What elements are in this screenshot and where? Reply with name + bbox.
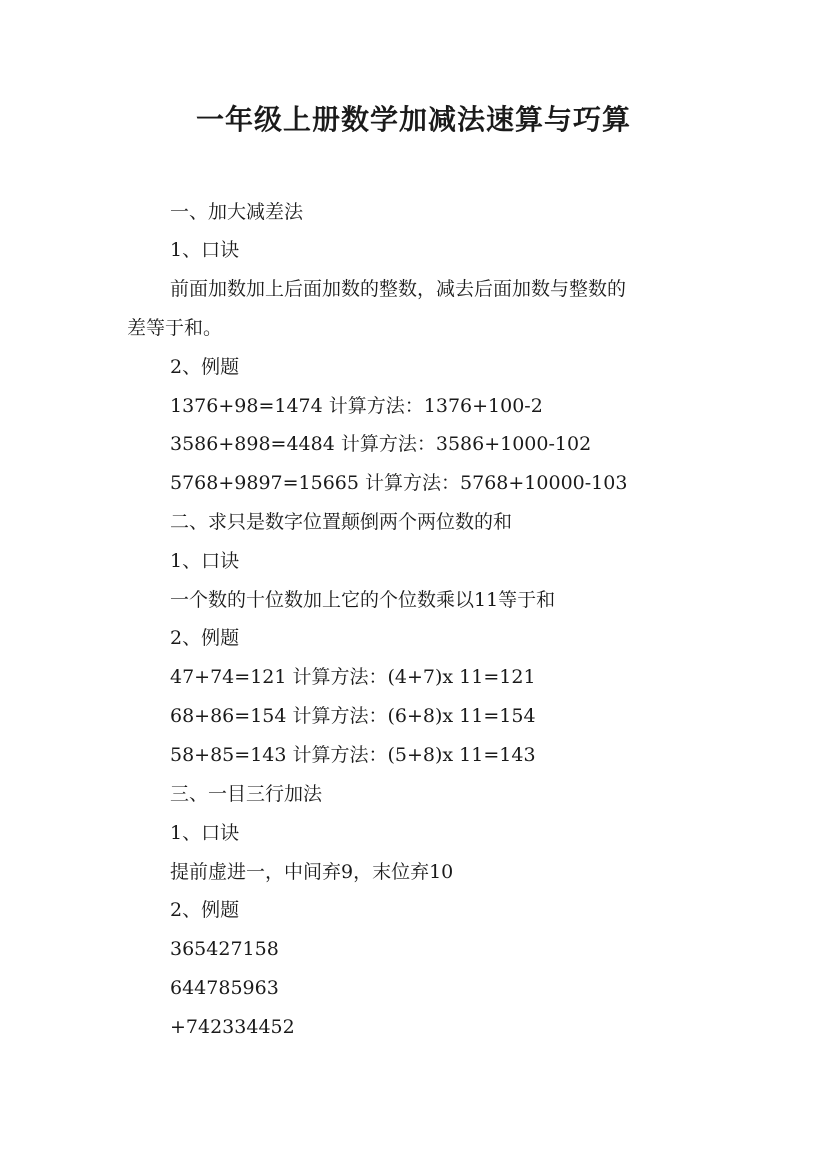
mnemonic-label-3: 1、口诀 xyxy=(170,822,240,844)
example-line: 47+74=121 计算方法：(4+7)x 11=121 xyxy=(170,666,536,688)
example-label-2: 2、例题 xyxy=(170,627,240,649)
mnemonic-text-3: 提前虚进一，中间弃9，末位弃10 xyxy=(170,861,454,883)
mnemonic-text-2: 一个数的十位数加上它的个位数乘以11等于和 xyxy=(170,589,556,611)
mnemonic-text-1-continued: 差等于和。 xyxy=(127,317,223,339)
example-label-3: 2、例题 xyxy=(170,899,240,921)
section-heading-2: 二、求只是数字位置颠倒两个两位数的和 xyxy=(170,511,513,533)
example-line: 3586+898=4484 计算方法：3586+1000-102 xyxy=(170,433,592,455)
addend-line: 365427158 xyxy=(170,938,279,960)
mnemonic-text-1: 前面加数加上后面加数的整数，减去后面加数与整数的 xyxy=(170,278,627,300)
page-title: 一年级上册数学加减法速算与巧算 xyxy=(195,103,631,136)
example-line: 5768+9897=15665 计算方法：5768+10000-103 xyxy=(170,472,628,494)
example-line: 1376+98=1474 计算方法：1376+100-2 xyxy=(170,395,543,417)
example-line: 68+86=154 计算方法：(6+8)x 11=154 xyxy=(170,705,536,727)
addend-line: +742334452 xyxy=(170,1016,295,1038)
mnemonic-label-1: 1、口诀 xyxy=(170,239,240,261)
mnemonic-label-2: 1、口诀 xyxy=(170,550,240,572)
section-heading-1: 一、加大减差法 xyxy=(170,201,304,223)
example-label-1: 2、例题 xyxy=(170,356,240,378)
addend-line: 644785963 xyxy=(170,977,279,999)
section-heading-3: 三、一目三行加法 xyxy=(170,783,323,805)
example-line: 58+85=143 计算方法：(5+8)x 11=143 xyxy=(170,744,536,766)
